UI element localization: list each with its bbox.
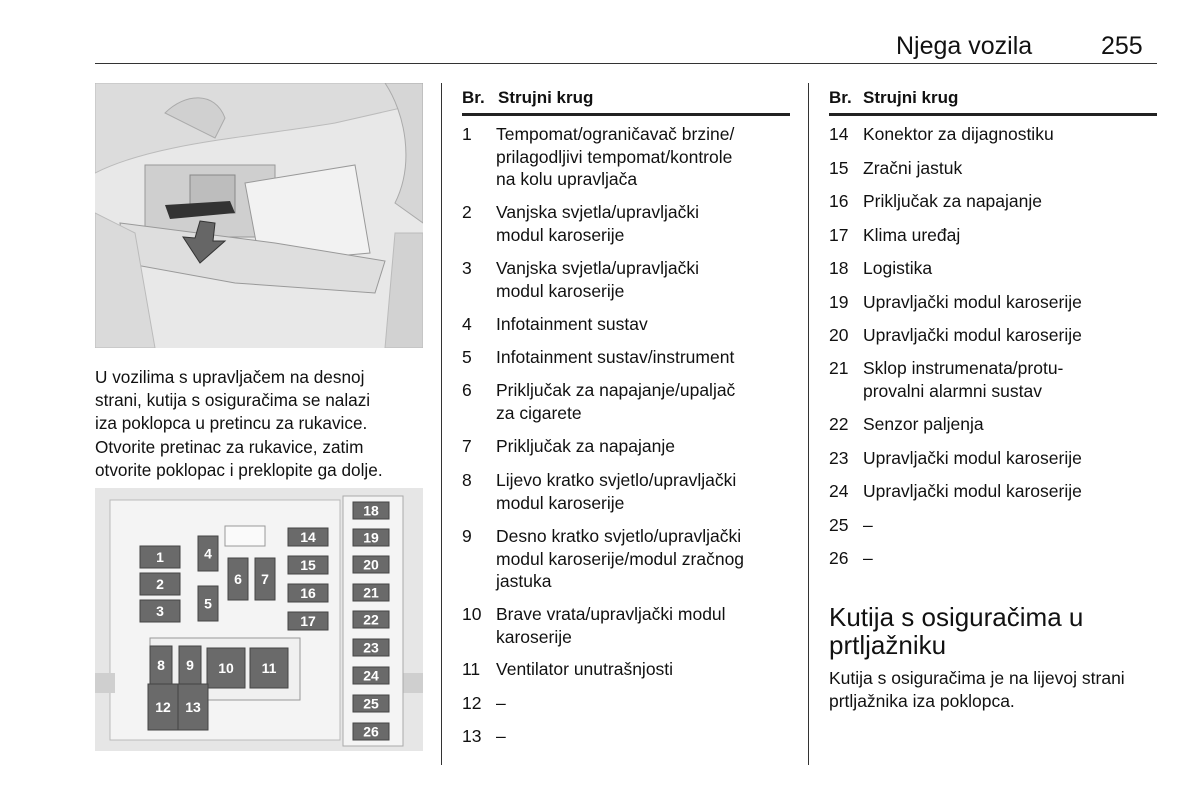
circuit-description <box>496 603 726 648</box>
fuse-box-diagram <box>95 488 423 751</box>
circuit-number: 9 <box>462 526 472 546</box>
circuit-description-line: Sklop instrumenata/protu- <box>863 358 1064 378</box>
circuit-description-line: Vanjska svjetla/upravljački <box>496 258 699 278</box>
fuse-label: 26 <box>363 723 379 740</box>
circuit-description <box>496 123 734 191</box>
header-number: Br. <box>829 88 852 107</box>
intro-line: Otvorite pretinac za rukavice, zatim <box>95 436 364 457</box>
fuse-label: 5 <box>204 595 212 612</box>
circuit-description <box>863 413 984 436</box>
circuit-description <box>863 257 932 280</box>
header-circuit: Strujni krug <box>863 88 959 107</box>
circuit-description <box>863 190 1042 213</box>
circuit-description <box>496 379 735 424</box>
circuit-description-line: Tempomat/ograničavač brzine/ <box>496 124 735 144</box>
circuit-description-line: Upravljački modul karoserije <box>863 325 1082 345</box>
fuse-label: 19 <box>363 529 379 546</box>
circuit-table-right <box>829 88 1157 116</box>
circuit-number: 12 <box>462 693 482 713</box>
circuit-description-line: jastuka <box>496 571 552 591</box>
intro-line: iza poklopca u pretincu za rukavice. <box>95 413 368 434</box>
circuit-description-line: modul karoserije <box>496 492 625 513</box>
circuit-number: 24 <box>829 481 849 501</box>
circuit-description <box>863 447 1082 470</box>
circuit-description <box>863 123 1054 146</box>
header-number: Br. <box>462 88 485 107</box>
glovebox-illustration <box>95 83 423 348</box>
fuse-label: 8 <box>157 657 165 673</box>
circuit-number: 19 <box>829 292 849 312</box>
fuse-label: 25 <box>363 695 379 712</box>
circuit-number: 7 <box>462 436 472 456</box>
circuit-number: 17 <box>829 225 849 245</box>
fuse-label: 4 <box>204 545 212 562</box>
circuit-description-line: provalni alarmni sustav <box>863 380 1042 401</box>
circuit-description <box>496 469 736 514</box>
table-header <box>829 88 1157 116</box>
page-header-title: Njega vozila <box>896 32 1033 60</box>
fuse-label: 14 <box>300 529 316 545</box>
circuit-description-line: Konektor za dijagnostiku <box>863 124 1054 144</box>
column-divider-2 <box>808 83 809 765</box>
circuit-description-line: Brave vrata/upravljački modul <box>496 604 726 624</box>
circuit-description-line: modul karoserije <box>496 280 625 301</box>
section-line: prtljažnika iza poklopca. <box>829 690 1015 711</box>
circuit-description <box>863 547 873 570</box>
circuit-description-line: Upravljački modul karoserije <box>863 448 1082 468</box>
circuit-description <box>496 346 734 369</box>
circuit-number: 14 <box>829 124 849 144</box>
fuse-label: 21 <box>363 584 379 601</box>
fuse-label: 10 <box>218 660 234 676</box>
circuit-number: 4 <box>462 314 472 334</box>
circuit-number: 13 <box>462 726 482 746</box>
fuse-label: 20 <box>363 556 379 573</box>
fuse-label: 13 <box>185 699 201 715</box>
fuse-label: 23 <box>363 639 379 656</box>
circuit-description <box>496 435 675 458</box>
circuit-description <box>496 313 648 336</box>
circuit-description <box>496 525 744 593</box>
table-header <box>462 88 790 116</box>
circuit-description-line: Desno kratko svjetlo/upravljački <box>496 526 742 546</box>
circuit-description <box>496 658 673 681</box>
circuit-number: 23 <box>829 448 849 468</box>
circuit-description <box>863 324 1082 347</box>
circuit-description <box>863 357 1063 402</box>
circuit-description-line: – <box>863 515 873 535</box>
circuit-description-line: Logistika <box>863 258 933 278</box>
circuit-description-line: Klima uređaj <box>863 225 961 245</box>
fuse-label: 9 <box>186 657 194 673</box>
fuse-label: 12 <box>155 699 171 715</box>
circuit-description-line: – <box>863 548 873 568</box>
intro-paragraph <box>95 366 430 482</box>
circuit-description-line: Vanjska svjetla/upravljački <box>496 202 699 222</box>
circuit-number: 25 <box>829 515 849 535</box>
intro-line: U vozilima s upravljačem na desnoj <box>95 367 365 387</box>
fuse-label: 24 <box>363 667 379 684</box>
circuit-description-line: Infotainment sustav <box>496 314 648 334</box>
circuit-description-line: – <box>496 726 506 746</box>
circuit-number: 6 <box>462 380 472 400</box>
section-heading-line: prtljažniku <box>829 630 947 660</box>
circuit-description-line: Upravljački modul karoserije <box>863 292 1082 312</box>
circuit-description-line: Priključak za napajanje <box>863 191 1042 211</box>
fuse-label: 17 <box>300 613 316 629</box>
circuit-description-line: Priključak za napajanje/upaljač <box>496 380 736 400</box>
circuit-description <box>496 725 506 748</box>
circuit-description-line: prilagodljivi tempomat/kontrole <box>496 146 733 167</box>
fuse-label: 2 <box>156 576 164 592</box>
circuit-number: 11 <box>462 659 481 679</box>
circuit-description-line: Zračni jastuk <box>863 158 963 178</box>
circuit-description-line: Lijevo kratko svjetlo/upravljački <box>496 470 737 490</box>
circuit-number: 18 <box>829 258 849 278</box>
circuit-number: 26 <box>829 548 849 568</box>
intro-line: otvorite poklopac i preklopite ga dolje. <box>95 459 383 480</box>
circuit-number: 22 <box>829 414 849 434</box>
header-circuit: Strujni krug <box>498 88 594 107</box>
circuit-number: 8 <box>462 470 472 490</box>
fuse-label: 11 <box>261 660 277 676</box>
circuit-description <box>863 157 962 180</box>
fuse-label: 6 <box>234 571 242 587</box>
circuit-table-left <box>462 88 790 116</box>
circuit-description-line: Senzor paljenja <box>863 414 984 434</box>
circuit-description <box>863 514 873 537</box>
page-number: 255 <box>1101 32 1143 60</box>
circuit-number: 1 <box>462 124 472 144</box>
circuit-description <box>496 692 506 715</box>
circuit-number: 5 <box>462 347 472 367</box>
circuit-description <box>863 480 1082 503</box>
header-rule <box>95 63 1157 64</box>
circuit-description <box>863 291 1082 314</box>
fuse-label: 7 <box>261 571 269 587</box>
fuse-label: 18 <box>363 502 379 519</box>
circuit-description-line: modul karoserije/modul zračnog <box>496 548 745 569</box>
circuit-description-line: modul karoserije <box>496 224 625 245</box>
circuit-description <box>496 257 699 302</box>
circuit-number: 21 <box>829 358 849 378</box>
circuit-number: 10 <box>462 604 482 624</box>
circuit-description <box>496 201 699 246</box>
circuit-description-line: Upravljački modul karoserije <box>863 481 1082 501</box>
fuse-label: 22 <box>363 611 379 628</box>
circuit-description-line: Ventilator unutrašnjosti <box>496 659 674 679</box>
circuit-description <box>863 224 960 247</box>
circuit-number: 3 <box>462 258 472 278</box>
circuit-number: 15 <box>829 158 849 178</box>
circuit-description-line: na kolu upravljača <box>496 169 638 189</box>
section-heading <box>829 603 1159 659</box>
circuit-description-line: Priključak za napajanje <box>496 436 675 456</box>
fuse-label: 1 <box>156 549 164 565</box>
intro-line: strani, kutija s osiguračima se nalazi <box>95 390 371 411</box>
circuit-number: 16 <box>829 191 849 211</box>
circuit-number: 2 <box>462 202 472 222</box>
circuit-description-line: karoserije <box>496 626 572 647</box>
circuit-description-line: za cigarete <box>496 402 582 423</box>
section-line: Kutija s osiguračima je na lijevoj strani <box>829 668 1125 688</box>
circuit-description-line: – <box>496 693 506 713</box>
circuit-description-line: Infotainment sustav/instrument <box>496 347 735 367</box>
section-heading-line: Kutija s osiguračima u <box>829 602 1084 632</box>
circuit-number: 20 <box>829 325 849 345</box>
section-paragraph <box>829 667 1164 712</box>
fuse-label: 16 <box>300 585 316 601</box>
column-divider-1 <box>441 83 442 765</box>
fuse-label: 3 <box>156 603 164 619</box>
fuse-label: 15 <box>300 557 316 573</box>
